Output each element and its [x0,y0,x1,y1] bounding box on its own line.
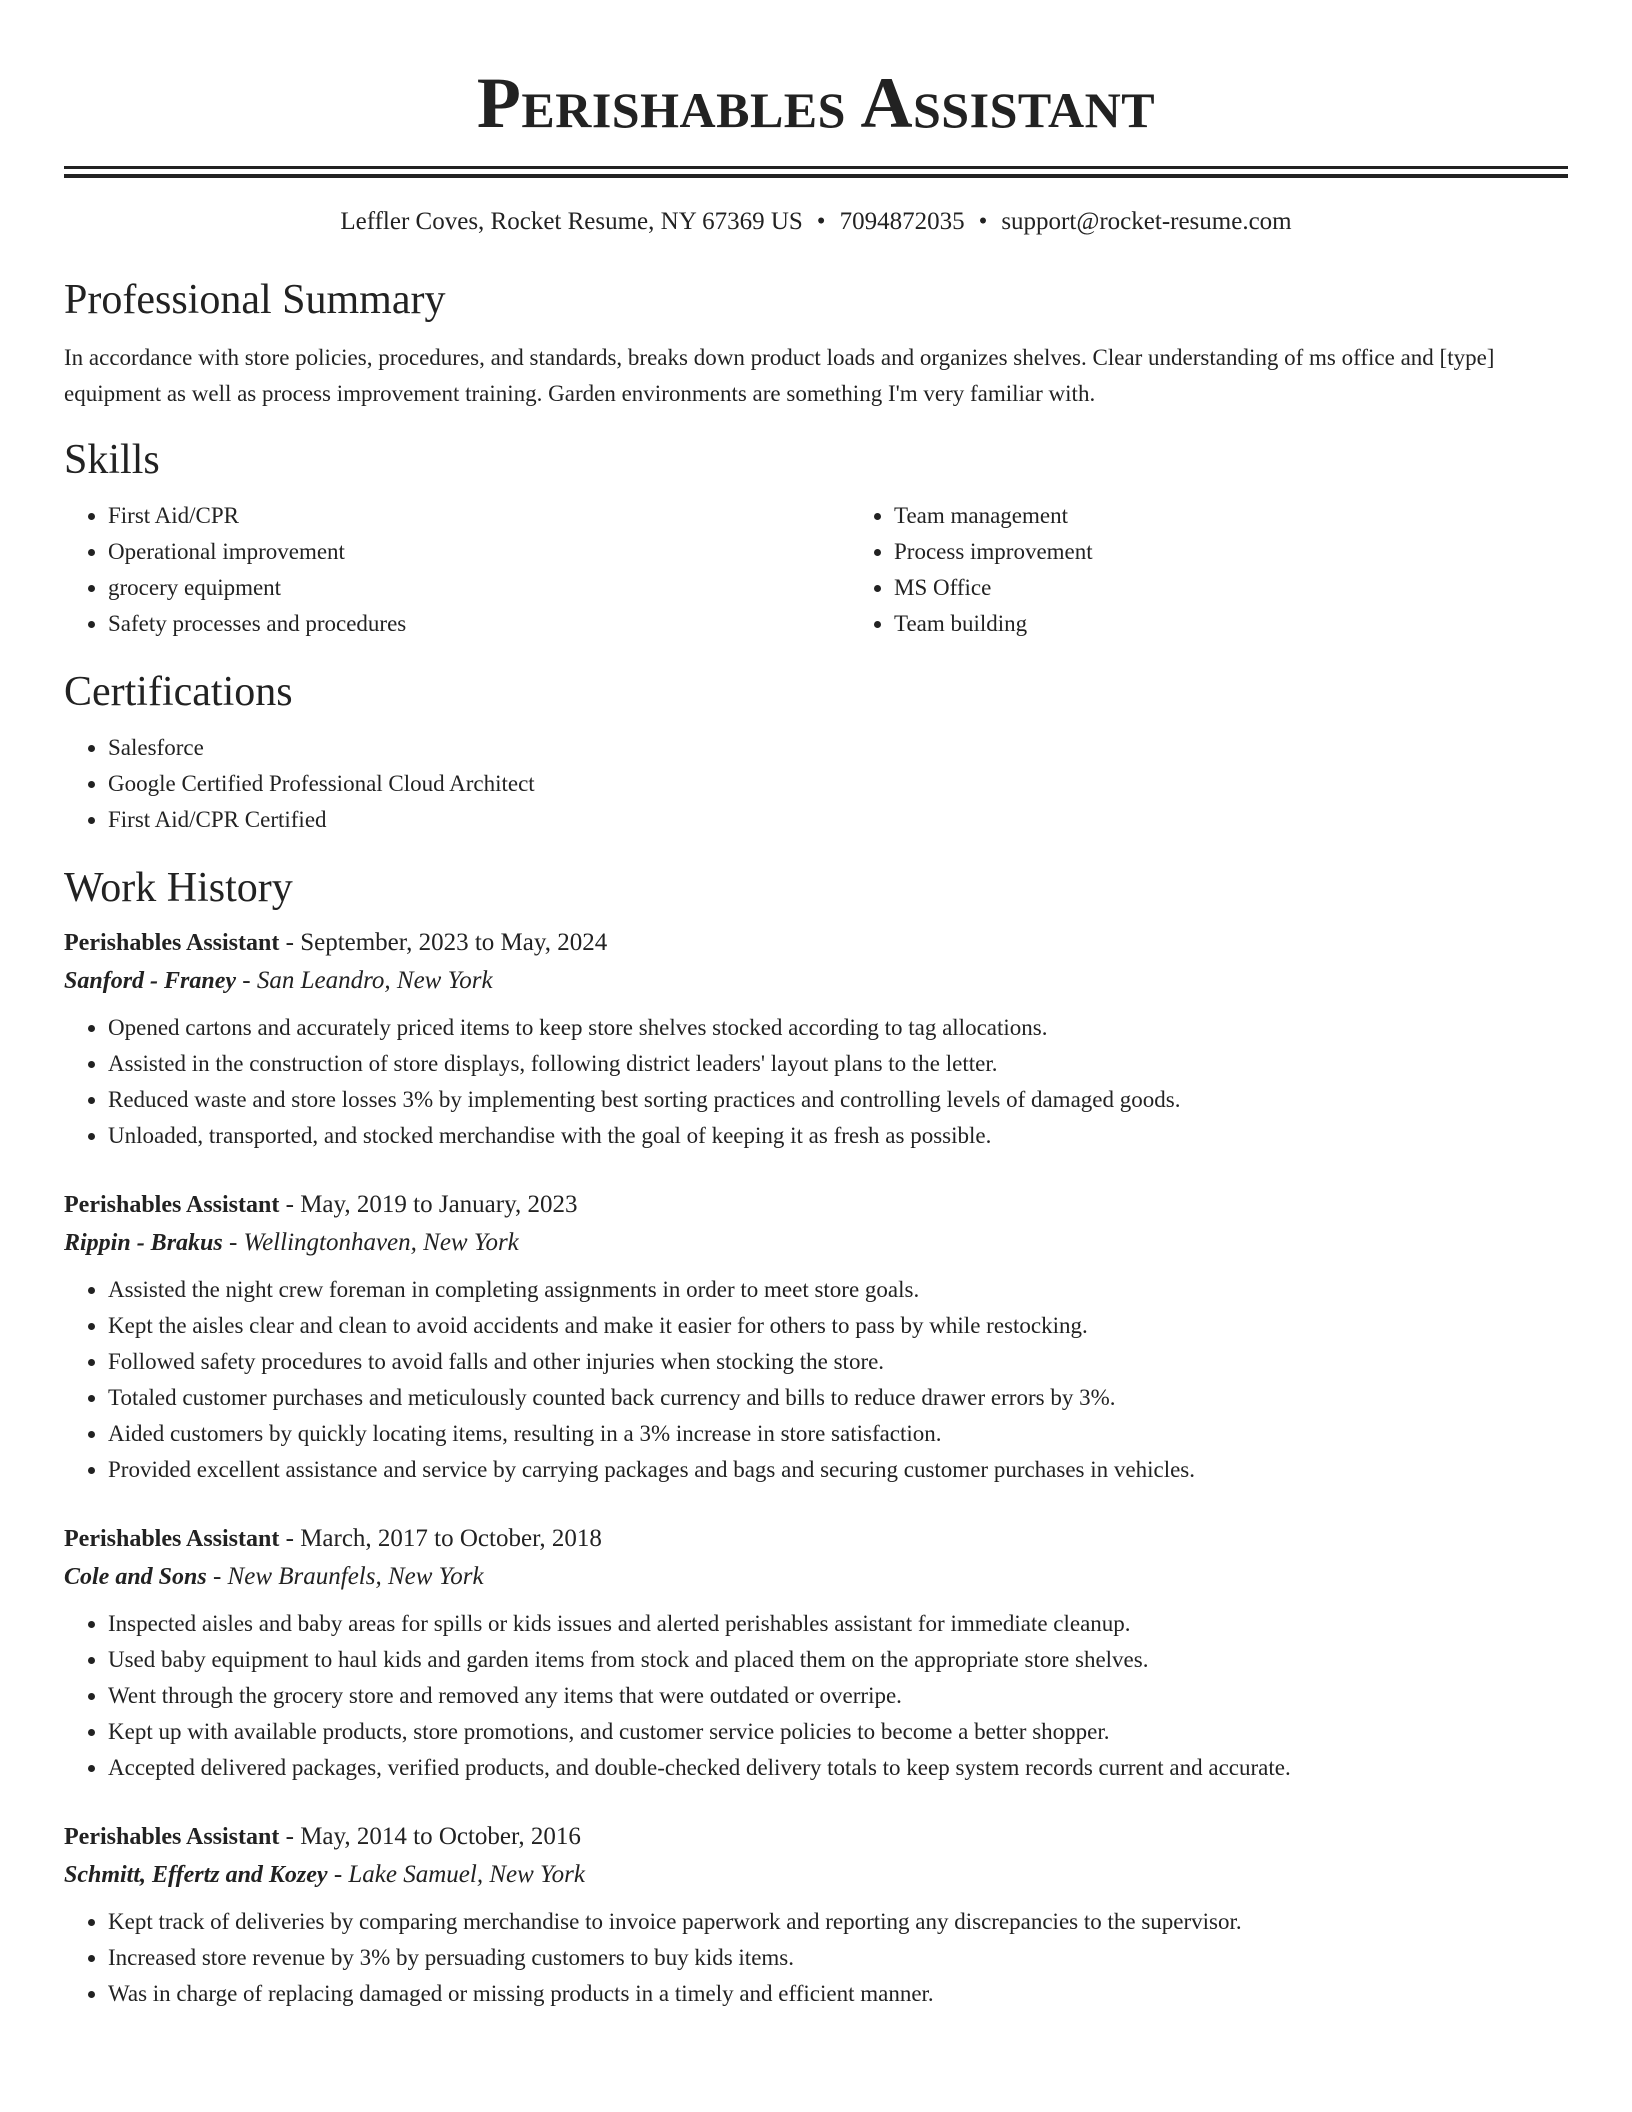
job-employer [64,962,1568,1000]
skill-item: • Operational improvement [108,534,850,570]
job-dates: September, 2023 to May, 2024 [300,929,608,956]
job-header [64,924,1568,962]
job-duty: • Totaled customer purchases and meticulously counted back currency and bills to reduce drawer errors by 3%. [108,1380,1568,1416]
job-dash: - [236,967,257,994]
job-dash: - [222,1229,244,1256]
job-duty: • Inspected aisles and baby areas for spills or kids issues and alerted perishables assistant for immediate cleanup. [108,1606,1568,1642]
skill-item: • grocery equipment [108,570,850,606]
job-company: Sanford - Franey [64,968,237,994]
job-entry [64,1186,1568,1488]
job-duty: • Kept track of deliveries by comparing merchandise to invoice paperwork and reporting any discrepancies to the supervisor. [108,1904,1568,1940]
job-role: Perishables Assistant [64,1192,280,1218]
job-dash: - [279,1525,301,1552]
job-location: Lake Samuel, New York [348,1861,585,1888]
job-duties [64,1272,1568,1488]
skill-item: • Team management [894,498,1632,534]
job-duty: • Kept the aisles clear and clean to avoid accidents and make it easier for others to pass by while restocking. [108,1308,1568,1344]
job-entry [64,1520,1568,1786]
job-duty: • Opened cartons and accurately priced items to keep store shelves stocked according to tag allocations. [108,1010,1568,1046]
job-role: Perishables Assistant [64,1526,280,1552]
skill-item: • Team building [894,606,1632,642]
job-dash: - [279,929,301,956]
contact-separator: • [816,208,826,235]
job-company: Cole and Sons [64,1564,207,1590]
skills-column-left [64,498,850,642]
job-location: New Braunfels, New York [227,1563,484,1590]
job-entry [64,1818,1568,2012]
job-location: Wellingtonhaven, New York [243,1229,519,1256]
job-employer [64,1856,1568,1894]
contact-address: Leffler Coves, Rocket Resume, NY 67369 US [340,208,803,235]
skills-list [64,498,1568,642]
job-employer [64,1224,1568,1262]
certifications-heading: Certifications [64,669,293,715]
skill-item: • Process improvement [894,534,1632,570]
job-header [64,1186,1568,1224]
work-history-heading: Work History [64,865,293,911]
job-dash: - [279,1823,301,1850]
job-dash: - [206,1563,228,1590]
job-duties [64,1904,1568,2012]
job-duty: • Reduced waste and store losses 3% by implementing best sorting practices and controlling levels of damaged goods. [108,1082,1568,1118]
job-role: Perishables Assistant [64,930,280,956]
contact-phone: 7094872035 [839,208,965,235]
job-role: Perishables Assistant [64,1824,280,1850]
job-duties [64,1010,1568,1154]
job-duty: • Assisted the night crew foreman in completing assignments in order to meet store goals. [108,1272,1568,1308]
job-dates: May, 2014 to October, 2016 [300,1823,581,1850]
title-rule-top [64,166,1568,169]
job-header [64,1818,1568,1856]
job-dates: March, 2017 to October, 2018 [300,1525,602,1552]
job-dash: - [279,1191,301,1218]
certification-item: • First Aid/CPR Certified [108,802,1568,838]
job-duty: • Used baby equipment to haul kids and garden items from stock and placed them on the appropriate store shelves. [108,1642,1568,1678]
summary-text: In accordance with store policies, procedures, and standards, breaks down product loads and organizes shelves. Clear understanding of ms office and [type] equipment as well as process improvement training. Garden environments are something I'm very familiar with. [64,345,1495,406]
job-company: Schmitt, Effertz and Kozey [64,1862,328,1888]
certification-item: • Salesforce [108,730,1568,766]
job-duty: • Increased store revenue by 3% by persuading customers to buy kids items. [108,1940,1568,1976]
skills-heading: Skills [64,437,160,483]
job-duty: • Aided customers by quickly locating items, resulting in a 3% increase in store satisfaction. [108,1416,1568,1452]
job-duty: • Followed safety procedures to avoid falls and other injuries when stocking the store. [108,1344,1568,1380]
certification-item: • Google Certified Professional Cloud Architect [108,766,1568,802]
job-duties [64,1606,1568,1786]
job-employer [64,1558,1568,1596]
skill-item: • MS Office [894,570,1632,606]
job-duty: • Was in charge of replacing damaged or missing products in a timely and efficient manner. [108,1976,1568,2012]
job-entry [64,924,1568,1154]
skill-item: • First Aid/CPR [108,498,850,534]
skills-column-right [850,498,1632,642]
contact-separator: • [978,208,988,235]
job-dates: May, 2019 to January, 2023 [300,1191,578,1218]
skill-item: • Safety processes and procedures [108,606,850,642]
title-rule-bottom [64,174,1568,178]
job-duty: • Unloaded, transported, and stocked merchandise with the goal of keeping it as fresh as possible. [108,1118,1568,1154]
contact-email: support@rocket-resume.com [1001,208,1292,235]
job-duty: • Kept up with available products, store promotions, and customer service policies to become a better shopper. [108,1714,1568,1750]
job-dash: - [327,1861,349,1888]
job-duty: • Assisted in the construction of store displays, following district leaders' layout plans to the letter. [108,1046,1568,1082]
job-duty: • Went through the grocery store and removed any items that were outdated or overripe. [108,1678,1568,1714]
job-duty: • Provided excellent assistance and service by carrying packages and bags and securing customer purchases in vehicles. [108,1452,1568,1488]
certifications-list [64,730,1568,838]
resume-title: Perishables Assistant [476,63,1156,143]
job-duty: • Accepted delivered packages, verified products, and double-checked delivery totals to keep system records current and accurate. [108,1750,1568,1786]
job-company: Rippin - Brakus [64,1230,223,1256]
contact-line [64,206,1568,238]
job-header [64,1520,1568,1558]
job-location: San Leandro, New York [256,967,493,994]
summary-heading: Professional Summary [64,277,446,323]
